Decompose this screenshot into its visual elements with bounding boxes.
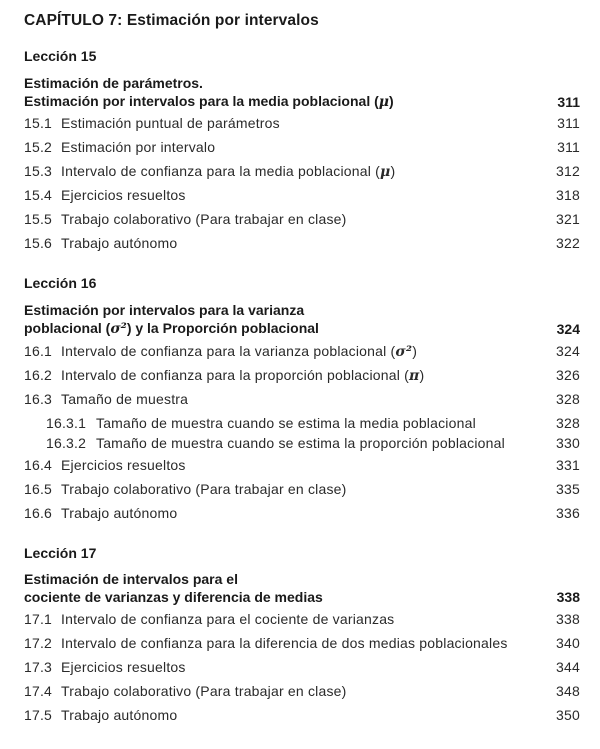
entry-number: 15.2: [24, 139, 53, 155]
entry-page: 350: [556, 707, 580, 723]
toc-entry[interactable]: [24, 683, 580, 703]
toc-entry[interactable]: [24, 367, 580, 387]
entry-page: 340: [556, 635, 580, 651]
toc-entry[interactable]: [24, 505, 580, 525]
lesson-page: 324: [556, 321, 580, 337]
entry-page: 328: [556, 415, 580, 431]
entry-page: 328: [556, 391, 580, 407]
entry-number: 17.5: [24, 707, 53, 723]
lesson-heading-line1: Estimación de parámetros.: [24, 75, 203, 91]
entry-number: 16.4: [24, 457, 53, 473]
entry-page: 312: [556, 163, 580, 179]
lesson-heading[interactable]: [24, 74, 580, 111]
toc-entry[interactable]: [24, 635, 580, 655]
entry-title: Trabajo autónomo: [61, 505, 178, 521]
lesson-page: 311: [557, 94, 580, 110]
toc-entry[interactable]: [24, 659, 580, 679]
entry-number: 15.4: [24, 187, 53, 203]
entry-number: 16.1: [24, 343, 53, 359]
lesson-heading[interactable]: [24, 301, 580, 338]
entry-title: Estimación por intervalo: [61, 139, 216, 155]
entry-page: 311: [557, 139, 580, 155]
entry-page: 330: [556, 435, 580, 451]
entry-number: 16.2: [24, 367, 53, 383]
toc-entry[interactable]: [24, 391, 580, 411]
toc-subentry[interactable]: [24, 415, 580, 435]
entry-number: 15.3: [24, 163, 53, 179]
entry-page: 335: [556, 481, 580, 497]
toc-entry[interactable]: [24, 707, 580, 727]
entry-number: 17.2: [24, 635, 53, 651]
toc-entry[interactable]: [24, 481, 580, 501]
lesson-heading-line2: cociente de varianzas y diferencia de medias: [24, 589, 323, 605]
lesson-heading-line1: Estimación de intervalos para el: [24, 571, 238, 587]
entry-page: 311: [557, 115, 580, 131]
entry-page: 321: [556, 211, 580, 227]
entry-page: 344: [556, 659, 580, 675]
entry-title: Trabajo colaborativo (Para trabajar en clase): [61, 481, 347, 497]
lesson-heading-line2: Estimación por intervalos para la media poblacional (μ): [24, 93, 394, 110]
entry-title: Intervalo de confianza para la proporción poblacional (π): [61, 367, 425, 384]
entry-number: 16.3: [24, 391, 53, 407]
entry-page: 318: [556, 187, 580, 203]
entry-title: Intervalo de confianza para el cociente de varianzas: [61, 611, 395, 627]
entry-page: 336: [556, 505, 580, 521]
entry-title: Trabajo colaborativo (Para trabajar en clase): [61, 211, 347, 227]
toc-entry[interactable]: [24, 343, 580, 363]
entry-number: 15.6: [24, 235, 53, 251]
toc-entry[interactable]: [24, 235, 580, 255]
entry-number: 16.3.2: [46, 435, 87, 451]
entry-number: 16.3.1: [46, 415, 87, 431]
lesson-heading[interactable]: [24, 570, 580, 606]
entry-page: 331: [556, 457, 580, 473]
entry-number: 17.4: [24, 683, 53, 699]
entry-title: Tamaño de muestra cuando se estima la proporción poblacional: [96, 435, 505, 451]
toc-entry[interactable]: [24, 139, 580, 159]
lesson-label: Lección 15: [24, 48, 97, 64]
entry-title: Trabajo autónomo: [61, 235, 178, 251]
entry-page: 326: [556, 367, 580, 383]
toc-entry[interactable]: [24, 211, 580, 231]
chapter-title: CAPÍTULO 7: Estimación por intervalos: [24, 12, 319, 29]
toc-subentry[interactable]: [24, 435, 580, 455]
entry-title: Tamaño de muestra: [61, 391, 189, 407]
entry-title: Estimación puntual de parámetros: [61, 115, 280, 131]
entry-title: Ejercicios resueltos: [61, 187, 186, 203]
entry-number: 17.3: [24, 659, 53, 675]
entry-number: 16.5: [24, 481, 53, 497]
toc-entry[interactable]: [24, 457, 580, 477]
lesson-label: Lección 16: [24, 275, 97, 291]
entry-number: 16.6: [24, 505, 53, 521]
entry-page: 322: [556, 235, 580, 251]
lesson-heading-line2: poblacional (σ²) y la Proporción poblacional: [24, 320, 319, 337]
entry-page: 348: [556, 683, 580, 699]
entry-title: Intervalo de confianza para la diferencia de dos medias poblacionales: [61, 635, 508, 651]
entry-title: Tamaño de muestra cuando se estima la media poblacional: [96, 415, 476, 431]
entry-title: Ejercicios resueltos: [61, 457, 186, 473]
toc-entry[interactable]: [24, 115, 580, 135]
lesson-label: Lección 17: [24, 545, 97, 561]
entry-number: 15.1: [24, 115, 53, 131]
entry-title: Trabajo autónomo: [61, 707, 178, 723]
entry-page: 324: [556, 343, 580, 359]
entry-number: 17.1: [24, 611, 53, 627]
lesson-page: 338: [556, 589, 580, 605]
toc-entry[interactable]: [24, 187, 580, 207]
toc-entry[interactable]: [24, 611, 580, 631]
entry-title: Ejercicios resueltos: [61, 659, 186, 675]
entry-title: Intervalo de confianza para la varianza poblacional (σ²): [61, 343, 418, 360]
toc-entry[interactable]: [24, 163, 580, 183]
entry-title: Trabajo colaborativo (Para trabajar en clase): [61, 683, 347, 699]
entry-page: 338: [556, 611, 580, 627]
lesson-heading-line1: Estimación por intervalos para la varianza: [24, 302, 305, 318]
entry-title: Intervalo de confianza para la media poblacional (μ): [61, 163, 396, 180]
entry-number: 15.5: [24, 211, 53, 227]
